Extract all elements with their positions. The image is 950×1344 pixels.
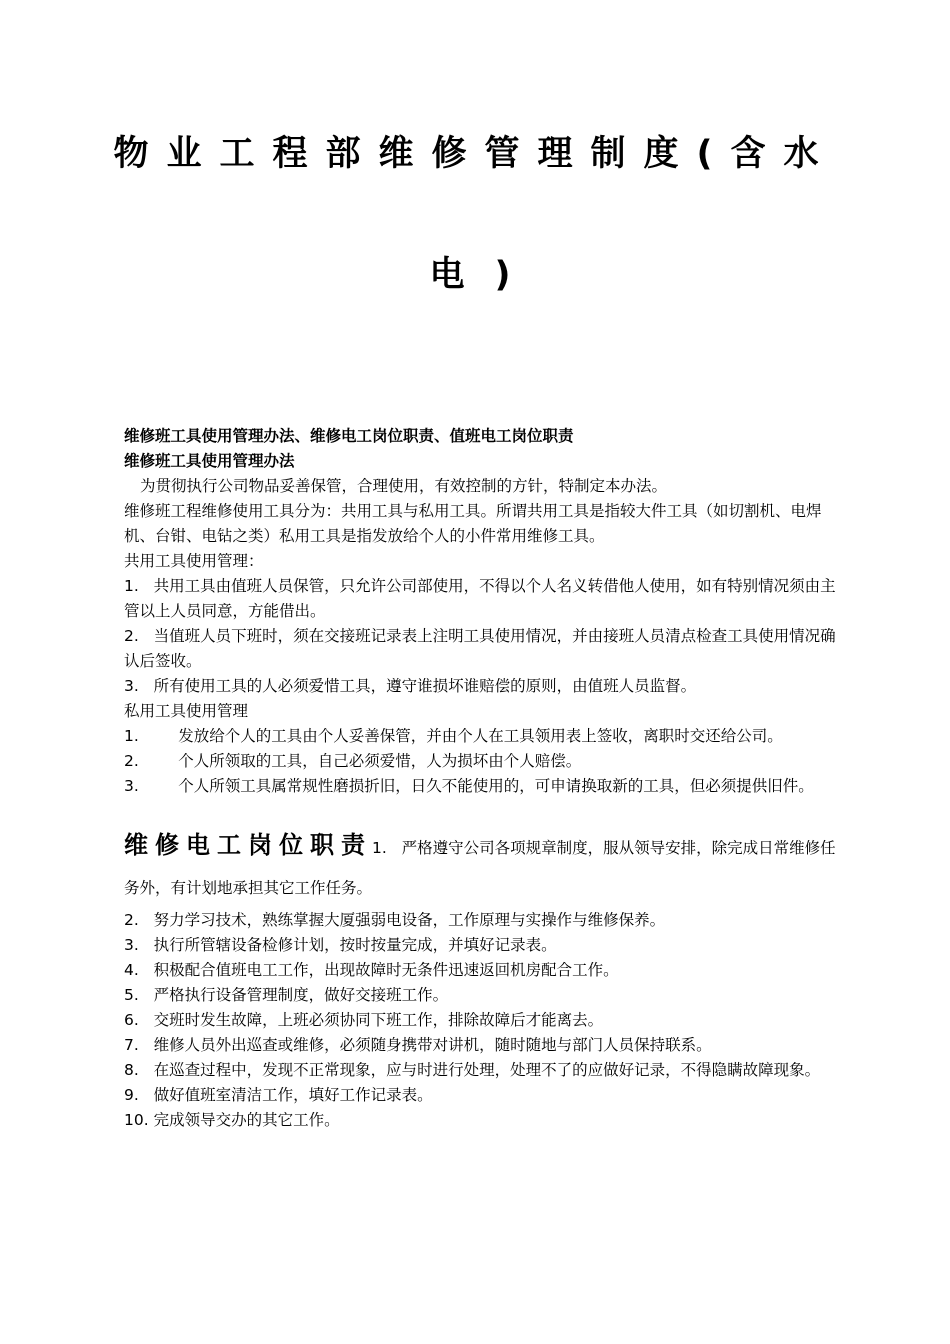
electrician-section-heading: 维修电工岗位职责: [124, 831, 372, 859]
list-item-number: 3.: [124, 936, 154, 954]
document-title-line-2: 电): [429, 255, 541, 295]
list-item: [124, 1108, 840, 1133]
list-item-text: 共用工具由值班人员保管，只允许公司部使用，不得以个人名义转借他人使用，如有特别情况须由主管以上人员同意，方能借出。: [124, 577, 836, 620]
list-item-text: 积极配合值班电工工作，出现故障时无条件迅速返回机房配合工作。: [153, 961, 619, 979]
tools-section-heading: 维修班工具使用管理办法: [124, 452, 295, 470]
document-title-line-1: 物业工程部维修管理制度(含水: [113, 134, 837, 174]
list-item-number: 1.: [372, 839, 402, 857]
list-item: [124, 1008, 840, 1033]
shared-tools-heading: 共用工具使用管理：: [124, 552, 264, 570]
list-item: [124, 1058, 840, 1083]
list-item-number: 8.: [124, 1061, 154, 1079]
list-item-number: 5.: [124, 986, 154, 1004]
list-item: [124, 958, 840, 983]
list-item: [124, 749, 840, 774]
list-item: [124, 933, 840, 958]
private-tools-heading: 私用工具使用管理: [124, 702, 249, 720]
list-item-number: 2.: [124, 911, 154, 929]
list-item-number: 2.: [124, 627, 154, 645]
list-item: [124, 674, 840, 699]
list-item-number: 10.: [124, 1111, 154, 1129]
list-item-text: 发放给个人的工具由个人妥善保管，并由个人在工具领用表上签收，离职时交还给公司。: [178, 727, 783, 745]
list-item: [124, 1033, 840, 1058]
list-item: [124, 624, 840, 674]
list-item-number: 4.: [124, 961, 154, 979]
list-item: [124, 574, 840, 624]
list-item-number: 1.: [124, 727, 179, 745]
tools-classification-paragraph: 维修班工程维修使用工具分为：共用工具与私用工具。所谓共用工具是指较大件工具（如切割机、电焊机、台钳、电钻之类）私用工具是指发放给个人的小件常用维修工具。: [124, 502, 822, 545]
list-item-text: 努力学习技术，熟练掌握大厦强弱电设备，工作原理与实操作与维修保养。: [153, 911, 666, 929]
list-item-text: 所有使用工具的人必须爱惜工具，遵守谁损坏谁赔偿的原则，由值班人员监督。: [153, 677, 697, 695]
list-item-text: 做好值班室清洁工作，填好工作记录表。: [153, 1086, 433, 1104]
tools-purpose-paragraph: 为贯彻执行公司物品妥善保管，合理使用，有效控制的方针，特制定本办法。: [140, 477, 668, 495]
list-item-text: 执行所管辖设备检修计划，按时按量完成，并填好记录表。: [153, 936, 557, 954]
list-item: [124, 774, 840, 799]
list-item-number: 9.: [124, 1086, 154, 1104]
list-item: [124, 908, 840, 933]
list-item-text: 严格执行设备管理制度，做好交接班工作。: [153, 986, 449, 1004]
list-item-number: 3.: [124, 777, 179, 795]
list-item-text: 个人所领工具属常规性磨损折旧，日久不能使用的，可申请换取新的工具，但必须提供旧件。: [178, 777, 814, 795]
list-item-number: 1.: [124, 577, 154, 595]
list-item-text: 个人所领取的工具，自己必须爱惜，人为损坏由个人赔偿。: [178, 752, 582, 770]
list-item-number: 7.: [124, 1036, 154, 1054]
list-item-number: 6.: [124, 1011, 154, 1029]
intro-heading: 维修班工具使用管理办法、维修电工岗位职责、值班电工岗位职责: [124, 427, 574, 445]
list-item-text: 完成领导交办的其它工作。: [153, 1111, 340, 1129]
list-item: [124, 983, 840, 1008]
list-item-text: 维修人员外出巡查或维修，必须随身携带对讲机，随时随地与部门人员保持联系。: [153, 1036, 712, 1054]
list-item-text: 在巡查过程中，发现不正常现象，应与时进行处理，处理不了的应做好记录，不得隐瞒故障现象。: [153, 1061, 821, 1079]
list-item: [124, 825, 840, 908]
list-item: [124, 1083, 840, 1108]
list-item-text: 严格遵守公司各项规章制度，服从领导安排，除完成日常维修任务外，有计划地承担其它工作任务。: [124, 839, 836, 897]
list-item-text: 交班时发生故障，上班必须协同下班工作，排除故障后才能离去。: [153, 1011, 604, 1029]
list-item-number: 2.: [124, 752, 179, 770]
document-body: [124, 424, 840, 1133]
list-item: [124, 724, 840, 749]
list-item-number: 3.: [124, 677, 154, 695]
list-item-text: 当值班人员下班时，须在交接班记录表上注明工具使用情况，并由接班人员清点检查工具使用情况确认后签收。: [124, 627, 836, 670]
